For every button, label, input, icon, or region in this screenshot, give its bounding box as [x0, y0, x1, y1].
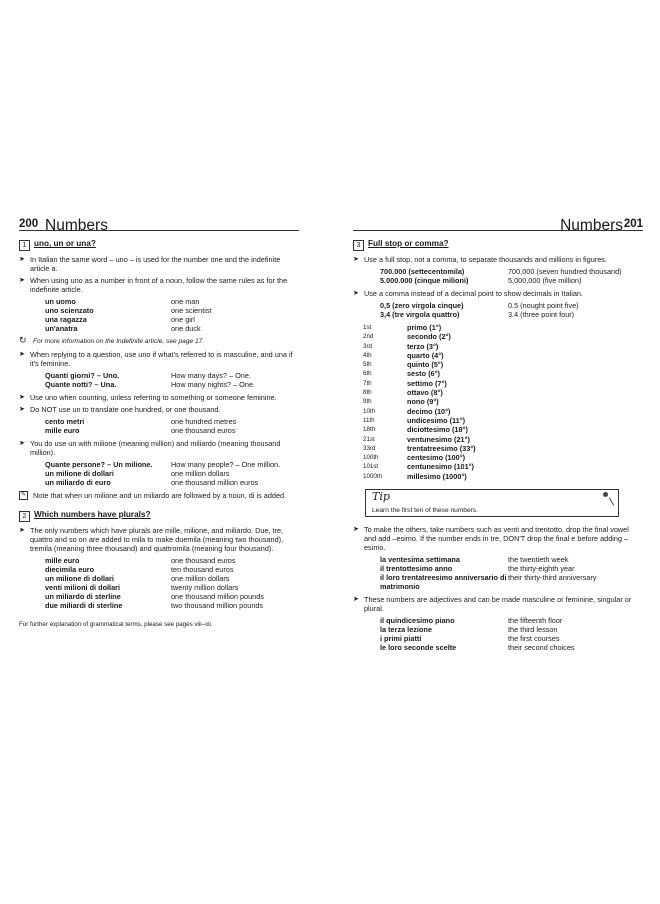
ordinal-word: trentatreesimo (33°): [407, 443, 476, 453]
ordinal-list: [353, 323, 643, 481]
italian-example: 0,5 (zero virgola cinque): [380, 301, 464, 310]
italian-example: la terza lezione: [380, 625, 432, 635]
english-translation: one million dollars: [171, 469, 230, 478]
italian-example: 3,4 (tre virgola quattro): [380, 310, 460, 319]
section-number: 1: [19, 240, 30, 251]
example-row: [353, 573, 643, 591]
bullet-text: ➤ Use uno when counting, unless referring to something or someone feminine.: [19, 393, 299, 402]
tip-box: [365, 489, 619, 517]
example-row: [19, 306, 299, 315]
bullet-text: ➤ When replying to a question, use uno if what's referred to is masculine, and una if it's feminine.: [19, 350, 299, 368]
ordinal-row: [353, 435, 643, 444]
note-pencil-icon: ✎: [20, 492, 27, 498]
example-row: [19, 324, 299, 333]
ordinal-number: 1000th: [363, 472, 382, 480]
english-translation: the fifteenth floor: [508, 616, 563, 626]
italian-example: la ventesima settimana: [380, 555, 460, 565]
note-text: Note that when un milione and un miliardo are followed by a noun, di is added.: [33, 491, 287, 500]
english-translation: their thirty-third anniversary: [508, 573, 597, 583]
example-row: [353, 564, 643, 573]
ordinal-word: undicesimo (11°): [407, 415, 466, 425]
bullet-text: ➤ The only numbers which have plurals are mille, milione, and miliardo. Due, tre, quattro and so on are added to mila to make duemila (meaning two thousand), tremila (meaning three thousand) and quattromila (meaning four thousand).: [19, 526, 299, 553]
english-translation: one thousand million euros: [171, 478, 259, 487]
ordinal-number: 33rd: [363, 444, 376, 452]
ordinal-word: centunesimo (101°): [407, 462, 474, 472]
italian-example: una ragazza: [45, 315, 87, 324]
ordinal-number: 10th: [363, 407, 376, 415]
example-table: [353, 616, 643, 652]
italian-example: 5.000.000 (cinque milioni): [380, 276, 469, 285]
english-translation: How many days? – One.: [171, 371, 251, 380]
english-translation: How many people? – One million.: [171, 460, 281, 469]
example-table: [353, 555, 643, 591]
italian-example: Quante notti? – Una.: [45, 380, 117, 389]
example-row: [353, 616, 643, 625]
ordinal-row: [353, 472, 643, 481]
ordinal-number: 21st: [363, 435, 375, 443]
ordinal-word: sesto (6°): [407, 369, 440, 379]
example-row: [19, 583, 299, 592]
italian-example: Quanti giorni? – Uno.: [45, 371, 120, 380]
bullet-text: ➤ Do NOT use un to translate one hundred, or one thousand.: [19, 405, 299, 414]
italian-example: il loro trentatreesimo anniversario di matrimonio: [380, 573, 507, 592]
english-translation: one duck: [171, 324, 201, 333]
ordinal-word: millesimo (1000°): [407, 471, 467, 481]
example-row: [353, 276, 643, 285]
ordinal-number: 1st: [363, 324, 372, 331]
english-translation: the third lesson: [508, 625, 558, 635]
ordinal-word: settimo (7°): [407, 378, 447, 388]
section-number: 2: [19, 511, 30, 522]
example-row: [19, 478, 299, 487]
tip-text: Learn the first ten of these numbers.: [372, 507, 478, 515]
example-row: [353, 625, 643, 634]
example-table: [19, 417, 299, 435]
english-translation: ten thousand euros: [171, 565, 234, 574]
ordinal-row: [353, 369, 643, 378]
bullet-text: ➤ In Italian the same word – uno – is used for the number one and the indefinite article a.: [19, 255, 299, 273]
cross-reference-text: For more information on the Indefinite article, see page 17.: [33, 338, 205, 345]
example-table: [19, 556, 299, 610]
bullet-text: ➤ Use a comma instead of a decimal point to show decimals in Italian.: [353, 289, 643, 298]
english-translation: 3.4 (three point four): [508, 310, 575, 319]
english-translation: 700,000 (seven hundred thousand): [508, 267, 622, 276]
italian-example: venti milioni di dollari: [45, 583, 121, 592]
example-row: [19, 574, 299, 583]
ordinal-word: quarto (4°): [407, 350, 444, 360]
left-page: [19, 212, 299, 629]
example-row: [19, 426, 299, 435]
left-page-header: [19, 212, 299, 234]
italian-example: uno scienzato: [45, 306, 94, 315]
english-translation: one man: [171, 297, 200, 306]
ordinal-row: [353, 407, 643, 416]
example-row: [19, 417, 299, 426]
example-row: [19, 371, 299, 380]
ordinal-word: nono (9°): [407, 397, 439, 407]
pushpin-icon: [603, 492, 608, 497]
english-translation: one thousand million pounds: [171, 592, 264, 601]
italian-example: diecimila euro: [45, 565, 95, 574]
ordinal-word: centesimo (100°): [407, 453, 466, 463]
example-row: [19, 565, 299, 574]
ordinal-word: primo (1°): [407, 323, 442, 332]
right-page-header: [353, 212, 643, 234]
ordinal-row: [353, 416, 643, 425]
english-translation: How many nights? – One.: [171, 380, 255, 389]
italian-example: mille euro: [45, 556, 80, 565]
ordinal-row: [353, 351, 643, 360]
english-translation: their second choices: [508, 643, 575, 653]
ordinal-row: [353, 444, 643, 453]
ordinal-word: ventunesimo (21°): [407, 434, 470, 444]
section-title: Which numbers have plurals?: [34, 510, 151, 519]
english-translation: one girl: [171, 315, 195, 324]
ordinal-row: [353, 379, 643, 388]
cross-reference: [19, 337, 299, 346]
example-row: [19, 315, 299, 324]
section-heading: [19, 239, 299, 251]
example-table: [19, 460, 299, 487]
ordinal-row: [353, 462, 643, 471]
italian-example: le loro seconde scelte: [380, 643, 457, 653]
example-row: [353, 267, 643, 276]
italian-example: mille euro: [45, 426, 80, 435]
english-translation: twenty million dollars: [171, 583, 239, 592]
section-title: uno, un or una?: [34, 239, 96, 248]
ordinal-number: 9th: [363, 398, 372, 406]
ordinal-number: 4th: [363, 351, 372, 359]
section-number: 3: [353, 240, 364, 251]
ordinal-row: [353, 425, 643, 434]
example-row: [19, 592, 299, 601]
english-translation: two thousand million pounds: [171, 601, 264, 610]
italian-example: un'anatra: [45, 324, 78, 333]
english-translation: the twentieth week: [508, 555, 569, 565]
cross-reference-icon: ↻: [19, 335, 27, 345]
page-title: Numbers: [560, 217, 623, 234]
example-table: [19, 297, 299, 333]
page-number: 200: [19, 218, 39, 230]
italian-example: il quindicesimo piano: [380, 616, 455, 626]
italian-example: un milione di dollari: [45, 469, 114, 478]
section-heading: [19, 510, 299, 522]
right-page: [353, 212, 643, 656]
english-translation: the thirty-eighth year: [508, 564, 575, 574]
pushpin-needle: [609, 497, 614, 505]
italian-example: due miliardi di sterline: [45, 601, 123, 610]
english-translation: one thousand euros: [171, 556, 236, 565]
italian-example: un miliardo di sterline: [45, 592, 121, 601]
english-translation: one hundred metres: [171, 417, 237, 426]
example-row: [19, 556, 299, 565]
example-row: [19, 297, 299, 306]
ordinal-word: quinto (5°): [407, 360, 444, 370]
english-translation: one scientist: [171, 306, 212, 315]
italian-example: cento metri: [45, 417, 85, 426]
italian-example: Quante persone? – Un milione.: [45, 460, 153, 469]
italian-example: i primi piatti: [380, 634, 422, 644]
ordinal-number: 100th: [363, 454, 379, 462]
example-table: [353, 267, 643, 285]
example-row: [353, 310, 643, 319]
italian-example: un uomo: [45, 297, 76, 306]
example-table: [19, 371, 299, 389]
ordinal-number: 6th: [363, 370, 372, 378]
ordinal-row: [353, 397, 643, 406]
italian-example: un miliardo di euro: [45, 478, 111, 487]
ordinal-number: 8th: [363, 389, 372, 397]
ordinal-row: [353, 342, 643, 351]
ordinal-number: 2nd: [363, 333, 374, 341]
ordinal-number: 11th: [363, 416, 375, 424]
tip-title: Tip: [372, 490, 390, 504]
page-number: 201: [623, 218, 643, 230]
ordinal-row: [353, 360, 643, 369]
ordinal-row: [353, 453, 643, 462]
section-title: Full stop or comma?: [368, 239, 449, 248]
ordinal-word: terzo (3°): [407, 341, 439, 351]
english-translation: one million dollars: [171, 574, 230, 583]
english-translation: 0.5 (nought point five): [508, 301, 579, 310]
bullet-text: ➤ When using uno as a number in front of a noun, follow the same rules as for the indefinite article.: [19, 276, 299, 294]
ordinal-number: 3rd: [363, 342, 372, 350]
example-row: [353, 634, 643, 643]
example-row: [19, 601, 299, 610]
footnote: For further explanation of grammatical terms, please see pages viii–xii.: [19, 621, 213, 628]
italian-example: il trentottesimo anno: [380, 564, 453, 574]
ordinal-word: secondo (2°): [407, 332, 451, 342]
ordinal-row: [353, 388, 643, 397]
example-row: [19, 469, 299, 478]
bullet-text: ➤ You do use un with milione (meaning million) and miliardo (meaning thousand million).: [19, 439, 299, 457]
ordinal-word: decimo (10°): [407, 406, 451, 416]
ordinal-row: [353, 323, 643, 332]
italian-example: un milione di dollari: [45, 574, 114, 583]
example-row: [353, 555, 643, 564]
bullet-text: ➤ To make the others, take numbers such as venti and trentotto, drop the final vowel and add –esimo. If the number ends in tre, DON'T drop the final e before adding –esimo.: [353, 525, 643, 552]
ordinal-word: ottavo (8°): [407, 388, 443, 398]
english-translation: one thousand euros: [171, 426, 236, 435]
ordinal-word: diciottesimo (18°): [407, 425, 468, 435]
ordinal-number: 7th: [363, 379, 372, 387]
page-title: Numbers: [45, 217, 108, 234]
ordinal-number: 5th: [363, 361, 372, 369]
english-translation: the first courses: [508, 634, 560, 644]
example-table: [353, 301, 643, 319]
example-row: [353, 301, 643, 310]
example-row: [353, 643, 643, 652]
note: [19, 491, 299, 500]
example-row: [19, 380, 299, 389]
italian-example: 700.000 (settecentomila): [380, 267, 465, 276]
bullet-text: ➤ Use a full stop, not a comma, to separate thousands and millions in figures.: [353, 255, 643, 264]
ordinal-row: [353, 332, 643, 341]
ordinal-number: 18th: [363, 426, 376, 434]
bullet-text: ➤ These numbers are adjectives and can be made masculine or feminine, singular or plural.: [353, 595, 643, 613]
ordinal-number: 101st: [363, 463, 379, 471]
english-translation: 5,000,000 (five million): [508, 276, 582, 285]
example-row: [19, 460, 299, 469]
section-heading: [353, 239, 643, 251]
